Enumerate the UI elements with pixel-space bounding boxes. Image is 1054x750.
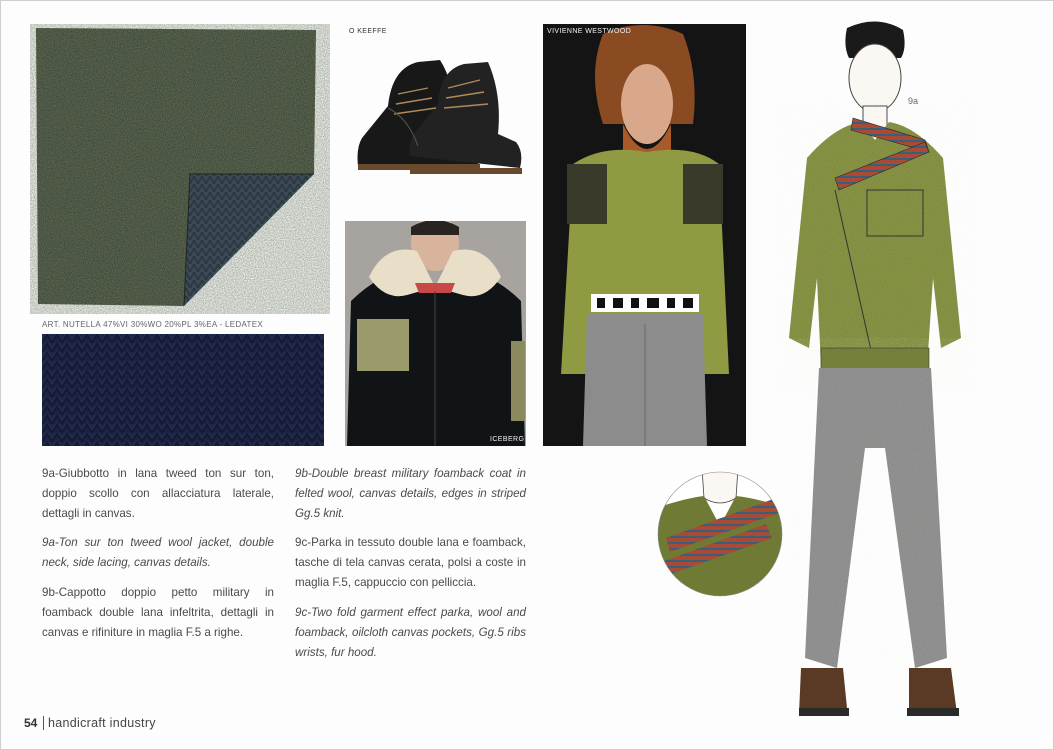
description-9a-it: 9a-Giubbotto in lana tweed ton sur ton, doppio scollo con allacciatura laterale, dettagli in canvas. xyxy=(42,467,274,520)
boots-photo-label: O KEEFFE xyxy=(349,28,387,35)
boots-photo xyxy=(348,48,526,178)
description-9b-it: 9b-Cappotto doppio petto military in foamback double lana infeltrita, dettagli in canvas e rifiniture in maglia F.5 a righe. xyxy=(42,586,274,639)
fabric-swatch-tweed xyxy=(30,24,330,314)
description-9c-en: 9c-Two fold garment effect parka, wool and foamback, oilcloth canvas pockets, Gg.5 ribs wrists, fur hood. xyxy=(295,606,526,659)
sketch-label: 9a xyxy=(908,96,919,106)
iceberg-photo-label: ICEBERG xyxy=(490,436,525,443)
description-9b-en: 9b-Double breast military foamback coat in felted wool, canvas details, edges in striped Gg.5 knit. xyxy=(295,467,526,520)
runway-photo-label: VIVIENNE WESTWOOD xyxy=(547,28,632,35)
iceberg-photo xyxy=(345,221,526,446)
section-title: handicraft industry xyxy=(48,716,156,730)
description-9a-en: 9a-Ton sur ton tweed wool jacket, double neck, side lacing, canvas details. xyxy=(42,536,274,569)
collar-detail-circle xyxy=(656,468,786,600)
footer-divider xyxy=(43,716,44,730)
page-number: 54 xyxy=(24,716,38,730)
fashion-sketch-figure xyxy=(765,18,987,724)
fabric-swatch-navy-knit xyxy=(42,334,324,446)
vivienne-westwood-photo xyxy=(543,24,746,446)
description-9c-it: 9c-Parka in tessuto double lana e foamback, tasche di tela canvas cerata, polsi a coste in maglia F.5, cappuccio con pelliccia. xyxy=(295,536,526,589)
fabric-caption: ART. NUTELLA 47%VI 30%WO 20%PL 3%EA - LEDATEX xyxy=(42,320,263,329)
